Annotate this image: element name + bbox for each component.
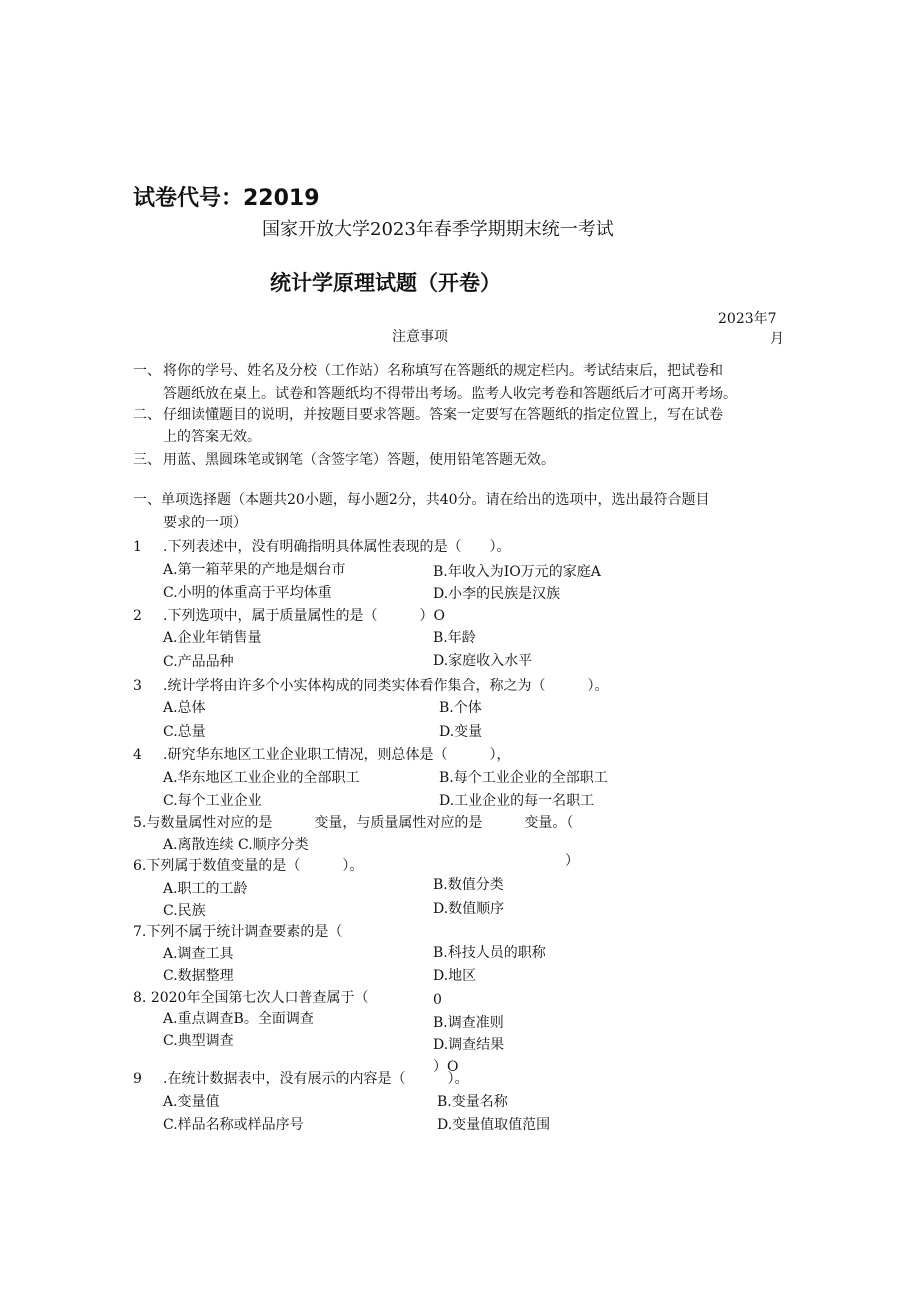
- question-number: 2: [133, 608, 142, 624]
- option-a: A.总体: [163, 700, 206, 716]
- question-9: [133, 1070, 468, 1088]
- notice-2-line2: 上的答案无效。: [163, 429, 261, 445]
- notice-2-line1: 仔细读懂题目的说明，并按题目要求答题。答案一定要写在答题纸的指定位置上，写在试卷: [163, 407, 723, 423]
- notice-3-line1: 用蓝、黑圆珠笔或钢笔（含签字笔）答题，使用铅笔答题无效。: [163, 452, 555, 468]
- option-d: D.地区: [433, 968, 477, 984]
- question-text: .研究华东地区工业企业职工情况，则总体是（ ），: [163, 747, 511, 763]
- option-a: A.变量值: [163, 1094, 220, 1110]
- option-d: D.小李的民族是汉族: [433, 586, 561, 602]
- option-c: C.数据整理: [163, 968, 234, 984]
- option-b: B.年收入为IO万元的家庭A: [433, 564, 601, 580]
- question-number: 3: [133, 678, 142, 694]
- section-heading-line1: 一、单项选择题（本题共20小题，每小题2分，共40分。请在给出的选项中，选出最符合题目: [133, 492, 710, 508]
- question-7: [133, 923, 342, 941]
- question-number: 1: [133, 539, 142, 555]
- option-b: B.变量名称: [437, 1094, 508, 1110]
- notice-title: 注意事项: [392, 329, 448, 345]
- question-text: .下列表述中，没有明确指明具体属性表现的是（ ）。: [163, 539, 511, 555]
- question-text: 2020年全国第七次人口普查属于（: [150, 990, 369, 1006]
- question-number: 4: [133, 747, 142, 763]
- question-text: 下列属于数值变量的是（ ）。: [146, 858, 364, 874]
- option-d: D.变量: [439, 724, 483, 740]
- question-8: [133, 989, 368, 1007]
- notice-3-prefix: 三、: [133, 452, 161, 468]
- paper-code: 试卷代号：22019: [133, 186, 320, 211]
- question-text: .在统计数据表中，没有展示的内容是（ ）。: [163, 1071, 469, 1087]
- option-ab: A.离散连续 C.顺序分类: [163, 837, 309, 853]
- question-3: [133, 677, 608, 695]
- option-b: B.数值分类: [433, 877, 504, 893]
- question-5-bracket: ）: [565, 853, 579, 869]
- option-a: A.华东地区工业企业的全部职工: [163, 770, 360, 786]
- question-text: .下列选项中，属于质量属性的是（ ）O: [163, 608, 445, 624]
- option-b: B.个体: [439, 700, 482, 716]
- exam-title: 统计学原理试题（开卷）: [270, 271, 501, 295]
- option-d: D.调查结果: [433, 1037, 505, 1053]
- notice-1-prefix: 一、: [133, 363, 161, 379]
- question-text: 与数量属性对应的是 变量，与质量属性对应的是 变量。（: [146, 815, 574, 831]
- option-c: C.民族: [163, 903, 206, 919]
- option-a: A.重点调查B。全面调查: [163, 1011, 314, 1027]
- option-b: B.年龄: [433, 630, 476, 646]
- notice-1-line2: 答题纸放在桌上。试卷和答题纸均不得带出考场。监考人收完考卷和答题纸后才可离开考场。: [163, 386, 737, 402]
- option-c: C.产品品种: [163, 654, 234, 670]
- notice-1-line1: 将你的学号、姓名及分校（工作站）名称填写在答题纸的规定栏内。考试结束后，把试卷和: [163, 363, 723, 379]
- question-1: [133, 538, 510, 556]
- option-c: C.样品名称或样品序号: [163, 1117, 304, 1133]
- option-c: C.典型调查: [163, 1033, 234, 1049]
- option-a: A.企业年销售量: [163, 630, 262, 646]
- option-d: D.变量值取值范围: [437, 1117, 551, 1133]
- question-2: [133, 607, 445, 625]
- option-b: B.科技人员的职称: [433, 945, 546, 961]
- question-5: [133, 814, 573, 832]
- option-c: C.总量: [163, 724, 206, 740]
- option-c: C.每个工业企业: [163, 793, 262, 809]
- question-8-clipped-bracket: ）O: [433, 1059, 459, 1075]
- exam-date-line2: 月: [770, 331, 784, 347]
- question-6: [133, 857, 363, 875]
- exam-date-line1: 2023年7: [718, 311, 777, 327]
- option-a: A.第一箱苹果的产地是烟台市: [163, 562, 346, 578]
- question-number: 7.: [133, 924, 147, 940]
- option-c: C.小明的体重高于平均体重: [163, 585, 332, 601]
- option-d: D.家庭收入水平: [433, 653, 533, 669]
- question-text: 下列不属于统计调查要素的是（: [146, 924, 343, 940]
- question-number: 9: [133, 1071, 142, 1087]
- question-number: 6.: [133, 858, 147, 874]
- question-number: 8.: [133, 990, 147, 1006]
- question-number: 5.: [133, 815, 147, 831]
- option-b: B.每个工业企业的全部职工: [439, 770, 608, 786]
- option-d: D.数值顺序: [433, 901, 505, 917]
- option-a: A.调查工具: [163, 946, 234, 962]
- exam-name: 国家开放大学2023年春季学期期末统一考试: [262, 219, 614, 240]
- option-b: B.调查准则: [433, 1015, 504, 1031]
- question-4: [133, 746, 510, 764]
- question-text: .统计学将由许多个小实体构成的同类实体看作集合，称之为（ ）。: [163, 678, 609, 694]
- section-heading-line2: 要求的一项）: [163, 515, 247, 531]
- notice-2-prefix: 二、: [133, 407, 161, 423]
- question-8-mark: 0: [433, 992, 442, 1008]
- option-d: D.工业企业的每一名职工: [439, 793, 595, 809]
- option-a: A.职工的工龄: [163, 881, 248, 897]
